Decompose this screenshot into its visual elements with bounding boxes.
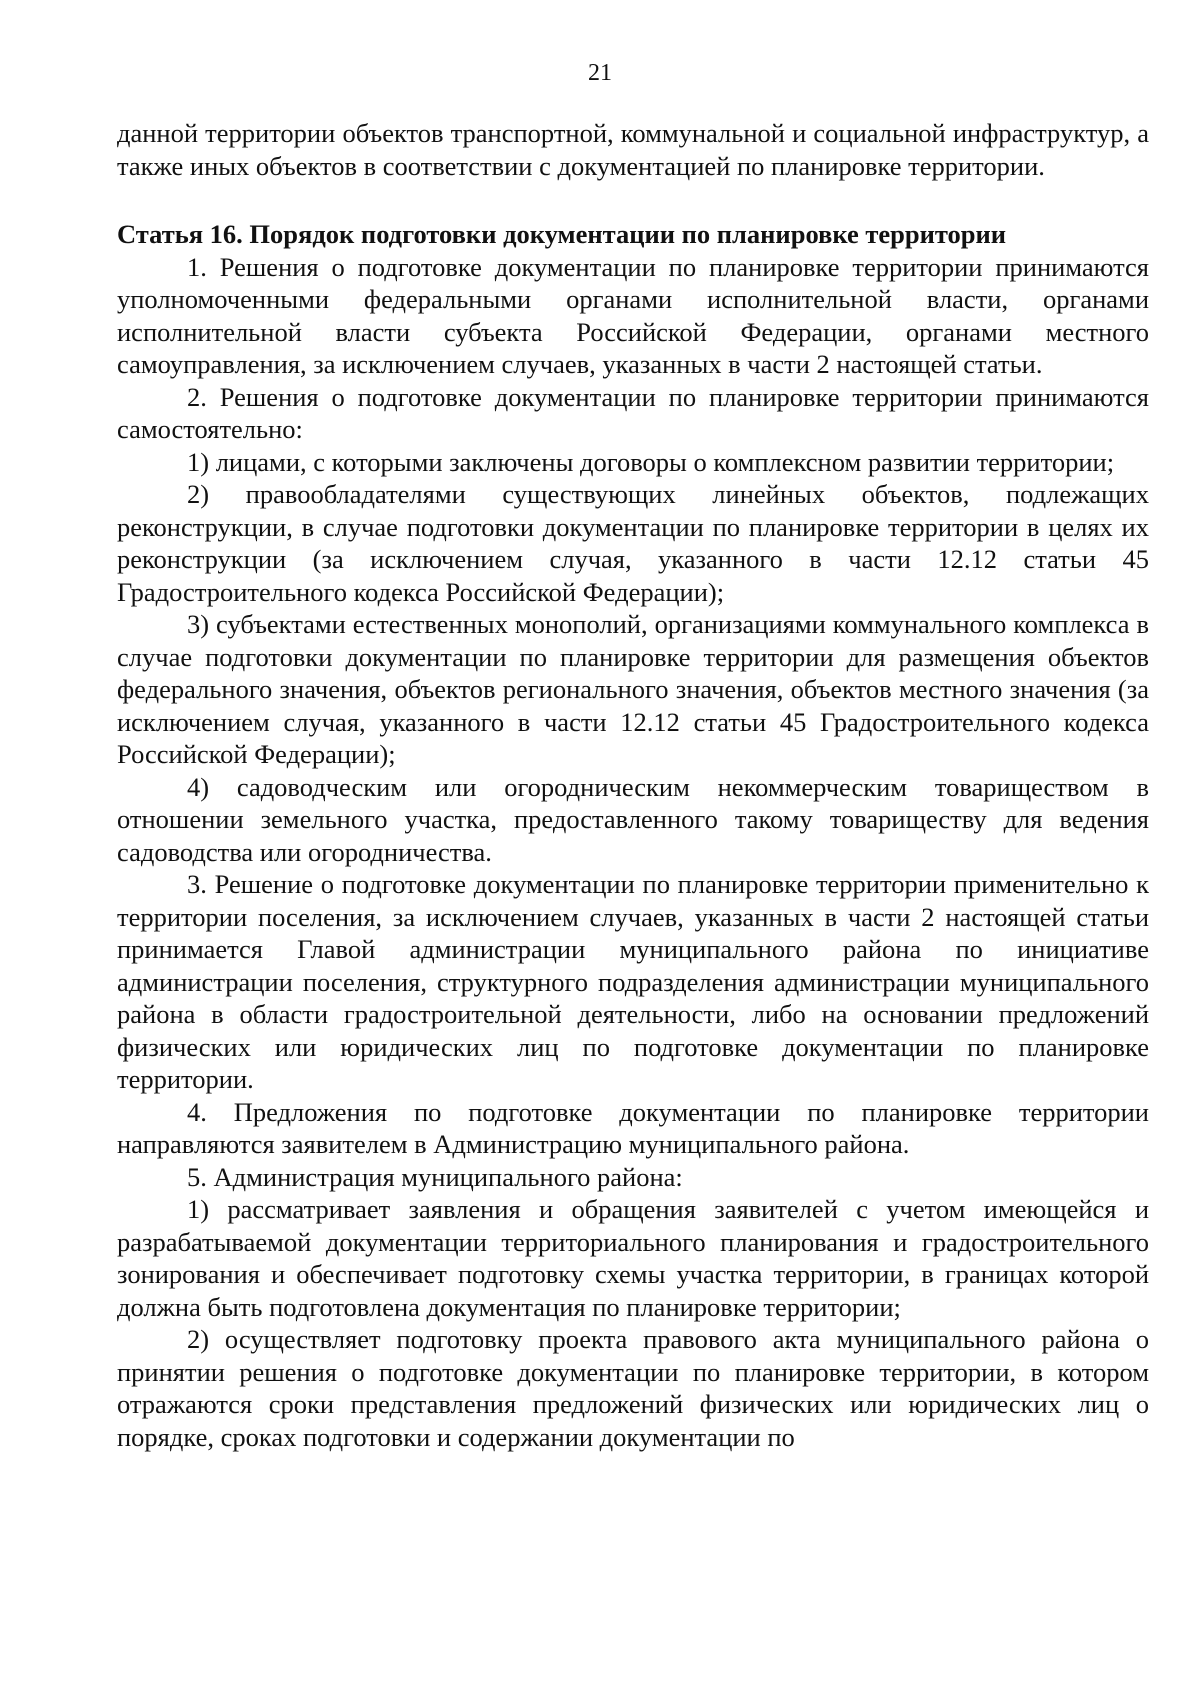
paragraph-2-item-2: 2) правообладателями существующих линейных объектов, подлежащих реконструкции, в случае подготовки документации по планировке территории в целях их реконструкции (за исключением случая, указанного в части 12.12 статьи 45 Градостроительного кодекса Российской Федерации);	[117, 479, 1149, 607]
article-title: Статья 16. Порядок подготовки документации по планировке территории	[117, 219, 1007, 249]
document-body	[117, 117, 1149, 1453]
paragraph-5: 5. Администрация муниципального района:	[187, 1161, 683, 1192]
paragraph-3: 3. Решение о подготовке документации по планировке территории применительно к территории поселения, за исключением случаев, указанных в части 2 настоящей статьи принимается Главой администрации муниципального района по инициативе администрации поселения, структурного подразделения администрации муниципального района в области градостроительной деятельности, либо на основании предложений физических или юридических лиц по подготовке документации по планировке территории.	[117, 869, 1149, 1094]
paragraph-5-item-1: 1) рассматривает заявления и обращения заявителей с учетом имеющейся и разрабатываемой документации территориального планирования и градостроительного зонирования и обеспечивает подготовку схемы участка территории, в границах которой должна быть подготовлена документация по планировке территории;	[117, 1194, 1149, 1322]
paragraph-2-item-3: 3) субъектами естественных монополий, организациями коммунального комплекса в случае подготовки документации по планировке территории для размещения объектов федерального значения, объектов регионального значения, объектов местного значения (за исключением случая, указанного в части 12.12 статьи 45 Градостроительного кодекса Российской Федерации);	[117, 609, 1149, 769]
page-number: 21	[588, 60, 612, 86]
intro-paragraph: данной территории объектов транспортной, коммунальной и социальной инфраструктур, а также иных объектов в соответствии с документацией по планировке территории.	[117, 118, 1149, 181]
paragraph-2: 2. Решения о подготовке документации по планировке территории принимаются самостоятельно:	[117, 381, 1149, 444]
paragraph-5-item-2: 2) осуществляет подготовку проекта правового акта муниципального района о принятии решения о подготовке документации по планировке территории, в котором отражаются сроки представления предложений физических или юридических лиц о порядке, сроках подготовки и содержании документации по	[117, 1324, 1149, 1452]
paragraph-2-item-1: 1) лицами, с которыми заключены договоры о комплексном развитии территории;	[187, 446, 1115, 477]
paragraph-1: 1. Решения о подготовке документации по планировке территории принимаются уполномоченными федеральными органами исполнительной власти, органами исполнительной власти субъекта Российской Федерации, органами местного самоуправления, за исключением случаев, указанных в части 2 настоящей статьи.	[117, 251, 1149, 379]
paragraph-4: 4. Предложения по подготовке документации по планировке территории направляются заявителем в Администрацию муниципального района.	[117, 1096, 1149, 1159]
paragraph-2-item-4: 4) садоводческим или огородническим некоммерческим товариществом в отношении земельного участка, предоставленного такому товариществу для ведения садоводства или огородничества.	[117, 771, 1149, 867]
